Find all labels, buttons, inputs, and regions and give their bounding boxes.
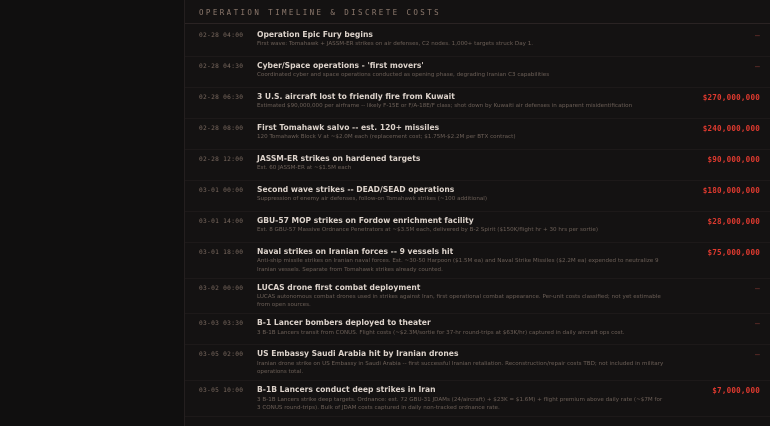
event-cost: —	[754, 283, 760, 293]
event-description: LUCAS autonomous combat drones used in strikes against Iran, first operational combat appearance. Per-unit costs classified; not yet estimable from open sources.	[257, 294, 661, 309]
timeline-row[interactable]	[185, 345, 770, 381]
event-body	[257, 154, 674, 173]
event-body	[257, 123, 674, 142]
event-cost: —	[754, 31, 760, 40]
event-cost: $7,000,000	[712, 386, 760, 396]
event-title: Operation Epic Fury begins	[257, 30, 373, 39]
event-body	[257, 385, 674, 412]
event-cost: $240,000,000	[702, 124, 760, 133]
event-cost: $75,000,000	[707, 248, 760, 257]
timeline-row[interactable]	[185, 88, 770, 119]
event-title: B-1 Lancer bombers deployed to theater	[257, 318, 431, 328]
event-description: Est. 8 GBU-57 Massive Ordnance Penetrators at ~$3.5M each, delivered by B-2 Spirit ($150K/flight hr + 30 hrs per sortie)	[257, 227, 598, 234]
event-title: B-1B Lancers conduct deep strikes in Iran	[257, 385, 436, 395]
event-description: Coordinated cyber and space operations conducted as opening phase, degrading Iranian C3 capabilities	[257, 72, 550, 79]
event-title: 3 U.S. aircraft lost to friendly fire from Kuwait	[257, 92, 455, 101]
timeline-row[interactable]	[185, 181, 770, 212]
event-timestamp: 02-28 04:30	[199, 63, 244, 70]
event-description: Est. 60 JASSM-ER at ~$1.5M each	[257, 165, 352, 172]
timeline-list	[185, 24, 770, 417]
panel-header	[185, 0, 770, 24]
event-title: GBU-57 MOP strikes on Fordow enrichment facility	[257, 216, 474, 225]
event-description: Suppression of enemy air defenses, follow-on Tomahawk strikes (~100 additional)	[257, 196, 488, 203]
event-timestamp: 02-28 04:00	[199, 32, 244, 39]
event-title: Cyber/Space operations - 'first movers'	[257, 61, 424, 70]
timeline-row[interactable]	[185, 279, 770, 315]
timeline-row[interactable]	[185, 119, 770, 150]
timeline-row[interactable]	[185, 243, 770, 279]
event-title: Second wave strikes -- DEAD/SEAD operations	[257, 185, 455, 194]
event-timestamp: 03-05 02:00	[199, 351, 244, 359]
event-timestamp: 03-01 00:00	[199, 187, 244, 194]
event-cost: —	[754, 62, 760, 71]
event-body	[257, 283, 674, 310]
event-cost: $180,000,000	[702, 186, 760, 195]
event-description: 3 B-1B Lancers strike deep targets. Ordnance: est. 72 GBU-31 JDAMs (24/aircraft) + $23K = $1.6M) + flight premium above daily rate (~$7M for 3 CONUS round-trips). Bulk of JDAM costs captured in daily non-tracked ordnance rate.	[257, 396, 663, 411]
event-cost: —	[754, 319, 760, 329]
event-title: Naval strikes on Iranian forces -- 9 vessels hit	[257, 247, 454, 256]
event-title: JASSM-ER strikes on hardened targets	[257, 154, 421, 163]
timeline-row[interactable]	[185, 212, 770, 243]
event-body	[257, 92, 674, 111]
event-cost: $28,000,000	[707, 217, 760, 226]
event-body	[257, 185, 674, 204]
event-body	[257, 247, 674, 274]
event-timestamp: 03-03 03:30	[199, 320, 244, 328]
event-body	[257, 30, 674, 49]
event-description: 120 Tomahawk Block V at ~$2.0M each (replacement cost; $1.75M-$2.2M per BTX contract)	[257, 134, 516, 141]
event-cost: —	[754, 350, 760, 360]
event-timestamp: 03-05 10:00	[199, 387, 244, 395]
main-panel	[185, 0, 770, 426]
event-body	[257, 61, 674, 80]
event-title: LUCAS drone first combat deployment	[257, 282, 421, 292]
event-body	[257, 216, 674, 235]
event-description: 3 B-1B Lancers transit from CONUS. Flight costs (~$2.3M/sortie for 37-hr round-trips at $63K/hr) captured in daily aircraft ops cost.	[257, 329, 625, 336]
page-title: OPERATION TIMELINE & DISCRETE COSTS	[199, 8, 442, 17]
timeline-row[interactable]	[185, 26, 770, 57]
event-cost: $90,000,000	[707, 155, 760, 164]
event-body	[257, 349, 674, 376]
event-description: Anti-ship missile strikes on Iranian naval forces. Est. ~30-50 Harpoon ($1.5M ea) and Naval Strike Missiles ($2.2M ea) expended to neutralize 9 Iranian vessels. Separate from Tomahawk strikes already counted.	[257, 258, 659, 273]
event-title: US Embassy Saudi Arabia hit by Iranian drones	[257, 349, 459, 359]
timeline-row[interactable]	[185, 381, 770, 417]
event-timestamp: 02-28 06:30	[199, 94, 244, 101]
event-title: First Tomahawk salvo -- est. 120+ missiles	[257, 123, 440, 132]
event-timestamp: 02-28 12:00	[199, 156, 244, 163]
event-timestamp: 03-01 18:00	[199, 249, 244, 256]
event-timestamp: 03-02 00:00	[199, 284, 244, 292]
event-description: Estimated $90,000,000 per airframe -- likely F-15E or F/A-18E/F class; shot down by Kuwaiti air defenses in apparent misidentification	[257, 103, 633, 110]
event-cost: $270,000,000	[702, 93, 760, 102]
timeline-row[interactable]	[185, 150, 770, 181]
left-rail	[0, 0, 185, 426]
event-description: First wave: Tomahawk + JASSM-ER strikes on air defenses, C2 nodes. 1,000+ targets struck Day 1.	[257, 41, 534, 48]
event-timestamp: 03-01 14:00	[199, 218, 244, 225]
event-timestamp: 02-28 08:00	[199, 125, 244, 132]
timeline-row[interactable]	[185, 314, 770, 345]
event-description: Iranian drone strike on US Embassy in Saudi Arabia -- first successful Iranian retaliation. Reconstruction/repair costs TBD; not included in military operations total.	[257, 360, 664, 375]
timeline-row[interactable]	[185, 57, 770, 88]
event-body	[257, 318, 674, 337]
